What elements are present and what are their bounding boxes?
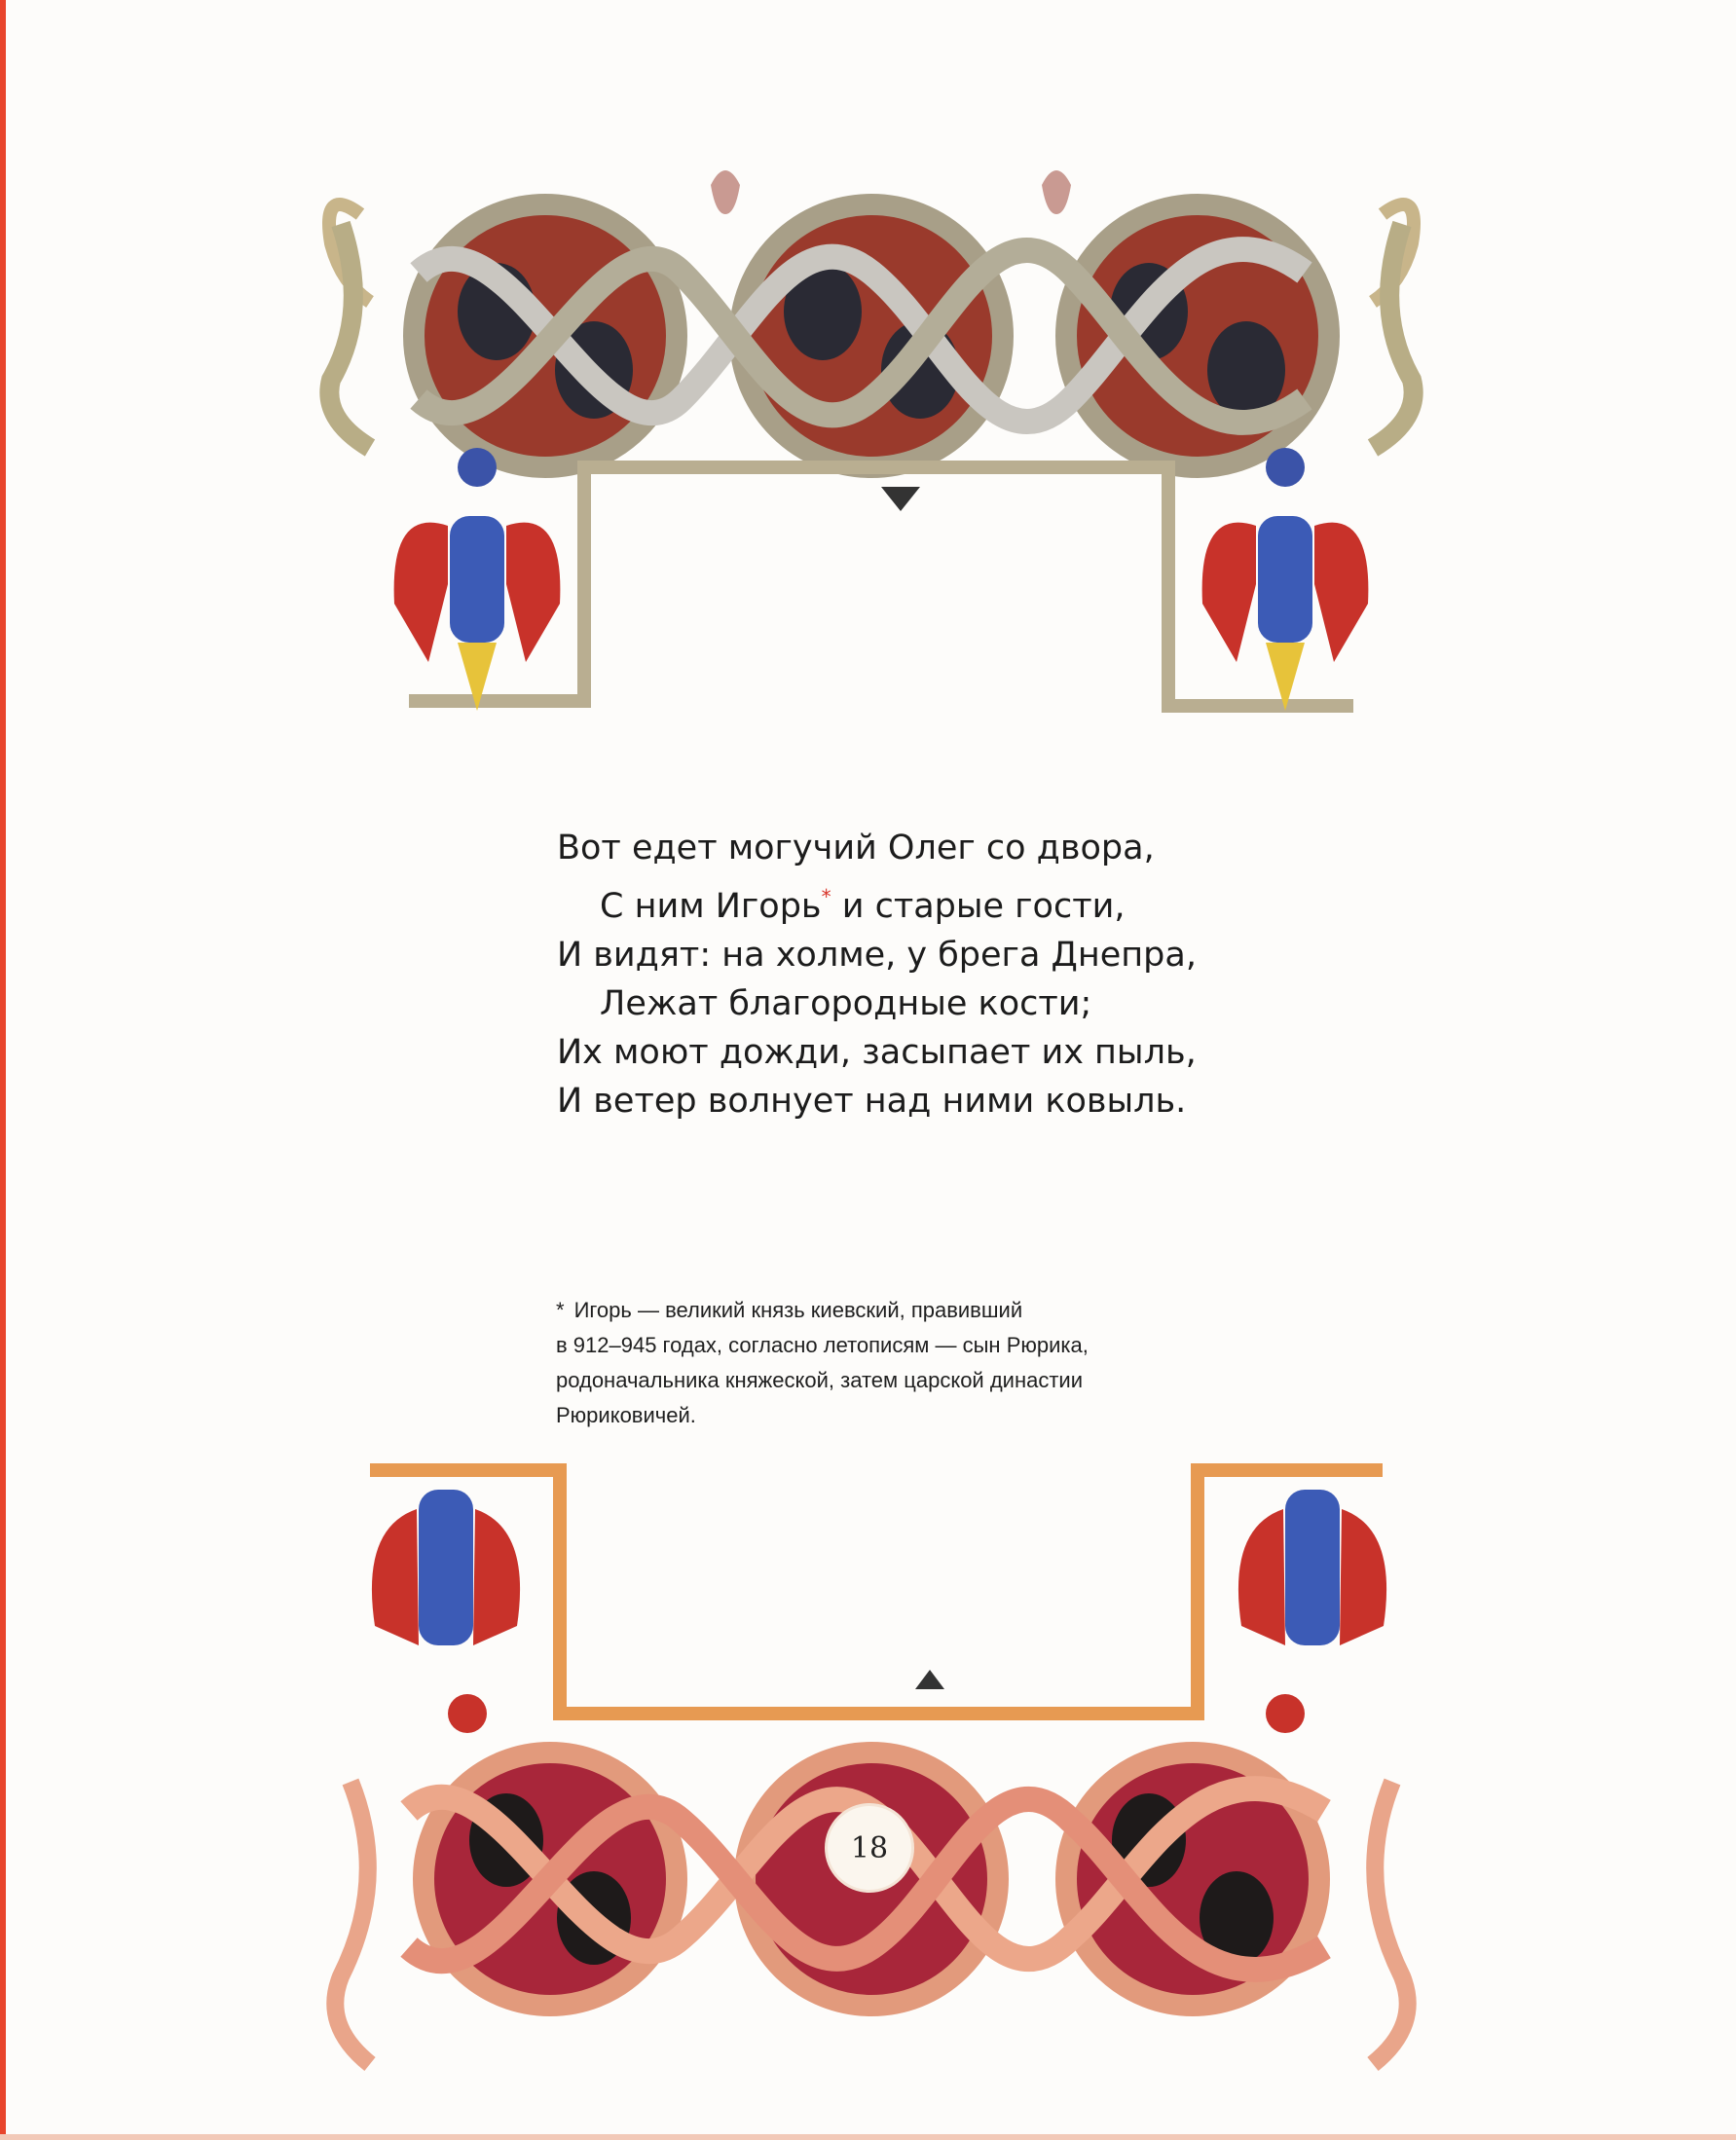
footnote-line-4: Рюриковичей. [556, 1403, 696, 1427]
bottom-knot-band [335, 1753, 1407, 2064]
footnote-line-1 [556, 1293, 1296, 1328]
bird-right [1202, 448, 1369, 711]
poem-line-1: Вот едет могучий Олег со двора, [557, 829, 1155, 867]
top-ornament [0, 156, 1736, 837]
poem-line-3: И видят: на холме, у брега Днепра, [557, 936, 1197, 975]
bottom-ornament [0, 1392, 1736, 2113]
poem [557, 824, 1355, 1125]
footnote-reference[interactable]: * [821, 885, 831, 908]
footnote-line-3: родоначальника княжеской, затем царской династии [556, 1368, 1083, 1392]
poem-line-2-end: и старые гости, [841, 887, 1126, 926]
footnote-line-2: в 912–945 годах, согласно летописям — сын Рюрика, [556, 1333, 1089, 1357]
poem-line-6: И ветер волнует над ними ковыль. [557, 1082, 1187, 1121]
bottom-frame [370, 1470, 1383, 1714]
top-knot-band [329, 170, 1414, 467]
bird-left-inverted [372, 1490, 520, 1733]
poem-line-2 [557, 872, 1355, 931]
page-number: 18 [828, 1806, 911, 1890]
footnote-marker: * [556, 1298, 565, 1322]
poem-line-5: Их моют дожди, засыпает их пыль, [557, 1033, 1197, 1072]
poem-line-2-start: С ним Игорь [600, 887, 822, 926]
bird-right-inverted [1238, 1490, 1386, 1733]
poem-line-4: Лежат благородные кости; [600, 984, 1092, 1023]
bird-left [394, 448, 561, 711]
page-edge-bottom [0, 2134, 1736, 2140]
footnote-text-1: Игорь — великий князь киевский, правивший [573, 1298, 1023, 1322]
